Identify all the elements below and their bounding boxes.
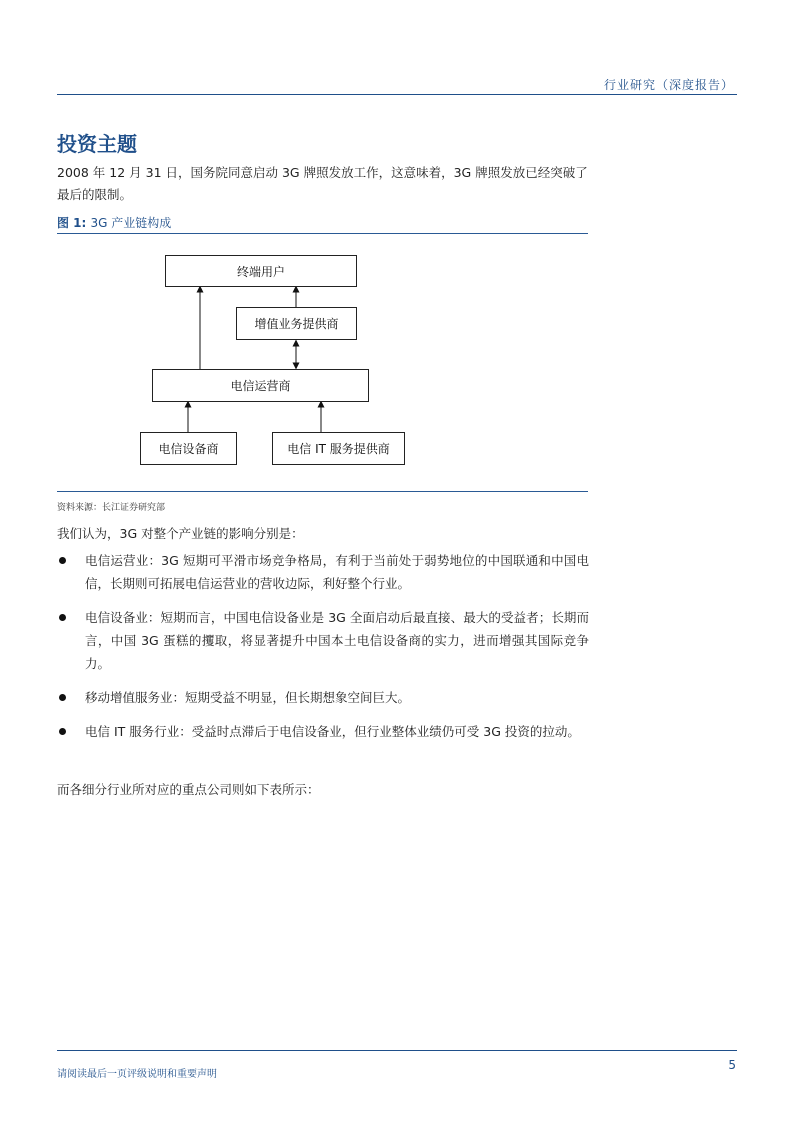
closing-sentence: 而各细分行业所对应的重点公司则如下表所示： [57,782,320,797]
footer-rule [57,1050,737,1051]
impact-list [57,549,589,754]
list-item-text: 电信设备业：短期而言，中国电信设备业是 3G 全面启动后最直接、最大的受益者；长期而言，中国 3G 蛋糕的攫取，将显著提升中国本土电信设备商的实力，进而增强其国际竞争力。 [85,610,589,671]
header-title: 行业研究（深度报告） [603,78,734,92]
intro-paragraph: 2008 年 12 月 31 日，国务院同意启动 3G 牌照发放工作，这意味着，3G 牌照发放已经突破了最后的限制。 [57,165,588,202]
figure-caption-text: 3G 产业链构成 [90,216,172,230]
bullet-icon [59,557,66,564]
bullet-icon [59,728,66,735]
figure-label: 图 1: [57,216,87,230]
list-item-text: 电信运营业：3G 短期可平滑市场竞争格局，有利于当前处于弱势地位的中国联通和中国电信，长期则可拓展电信运营业的营收边际，利好整个行业。 [85,553,589,591]
list-item [57,720,589,743]
list-item-text: 移动增值服务业：短期受益不明显，但长期想象空间巨大。 [85,690,411,705]
bullet-icon [59,614,66,621]
list-item [57,686,589,709]
footer-disclaimer: 请阅读最后一页评级说明和重要声明 [57,1069,217,1080]
section-title: 投资主题 [57,132,137,156]
node-equipment-vendor: 电信设备商 [140,432,237,465]
list-item [57,606,589,675]
page-number: 5 [728,1058,736,1072]
node-end-user: 终端用户 [165,255,357,287]
figure-source: 资料来源：长江证券研究部 [57,503,166,513]
figure-bottom-rule [57,491,588,492]
industry-chain-diagram [0,0,794,500]
list-item-text: 电信 IT 服务行业：受益时点滞后于电信设备业，但行业整体业绩仍可受 3G 投资的拉动。 [85,724,580,739]
node-vas-provider: 增值业务提供商 [236,307,357,340]
node-telecom-operator: 电信运营商 [152,369,369,402]
list-item [57,549,589,595]
node-it-service-provider: 电信 IT 服务提供商 [272,432,405,465]
bullet-icon [59,694,66,701]
lead-sentence: 我们认为，3G 对整个产业链的影响分别是： [57,526,304,541]
